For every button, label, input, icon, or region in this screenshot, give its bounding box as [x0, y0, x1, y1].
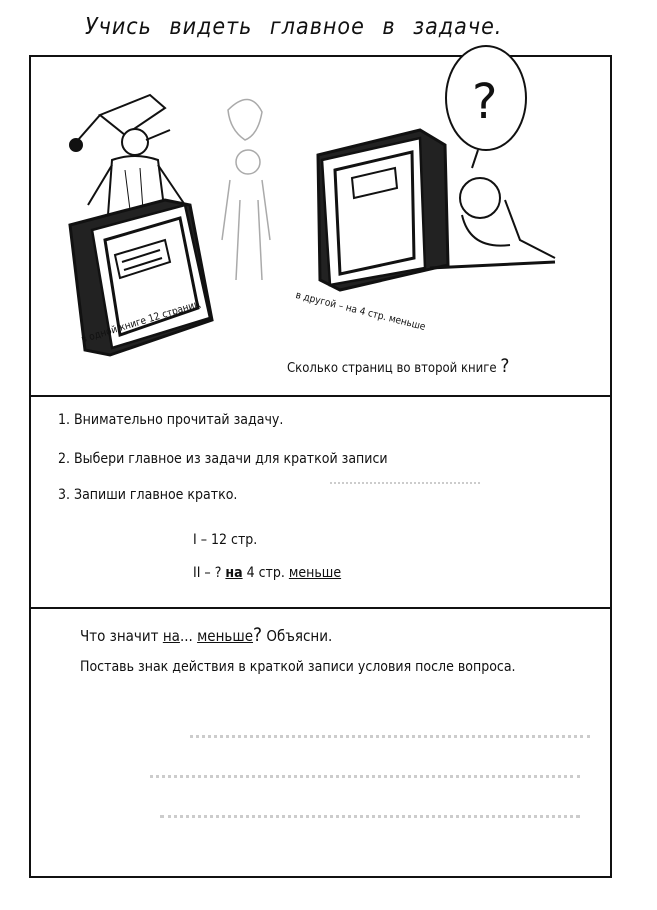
bottom-question-2: Поставь знак действия в краткой записи условия после вопроса. — [80, 659, 516, 675]
step-1: 1. Внимательно прочитай задачу. — [58, 412, 284, 428]
q1-na: на — [162, 627, 180, 645]
bleed-through-mark — [330, 482, 480, 494]
book-1-label: в одной книге 12 страниц — [80, 298, 202, 346]
step-2: 2. Выбери главное из задачи для краткой записи — [58, 451, 388, 467]
short-record-na: на — [225, 565, 243, 581]
question-text: Сколько страниц во второй книге — [287, 361, 497, 376]
question-sign: ? — [472, 74, 498, 130]
short-record-prefix: II – ? — [193, 565, 222, 581]
short-record-line-2 — [193, 565, 341, 581]
bottom-question-1 — [80, 624, 332, 646]
faded-figure — [222, 99, 270, 280]
step-3: 3. Запиши главное кратко. — [58, 487, 238, 503]
bleed-through-mark — [150, 775, 580, 788]
q1-dots: ... — [179, 627, 193, 645]
book-2-label: в другой – на 4 стр. меньше — [294, 290, 427, 333]
q1-qmark: ? — [253, 624, 263, 646]
page-title: Учись видеть главное в задаче. — [85, 14, 503, 40]
q1-prefix: Что значит — [80, 627, 159, 645]
bleed-through-mark — [190, 735, 590, 748]
bleed-through-mark — [160, 815, 580, 828]
question-mark: ? — [500, 355, 510, 377]
illustration-question — [287, 355, 509, 377]
book-2-icon — [318, 130, 448, 290]
q1-less: меньше — [197, 627, 254, 645]
short-record-mid: 4 стр. — [246, 565, 285, 581]
pinocchio-figure — [70, 95, 185, 215]
short-record-line-1: I – 12 стр. — [193, 532, 258, 548]
short-record-less: меньше — [288, 565, 342, 581]
q1-suffix: Объясни. — [266, 627, 333, 645]
